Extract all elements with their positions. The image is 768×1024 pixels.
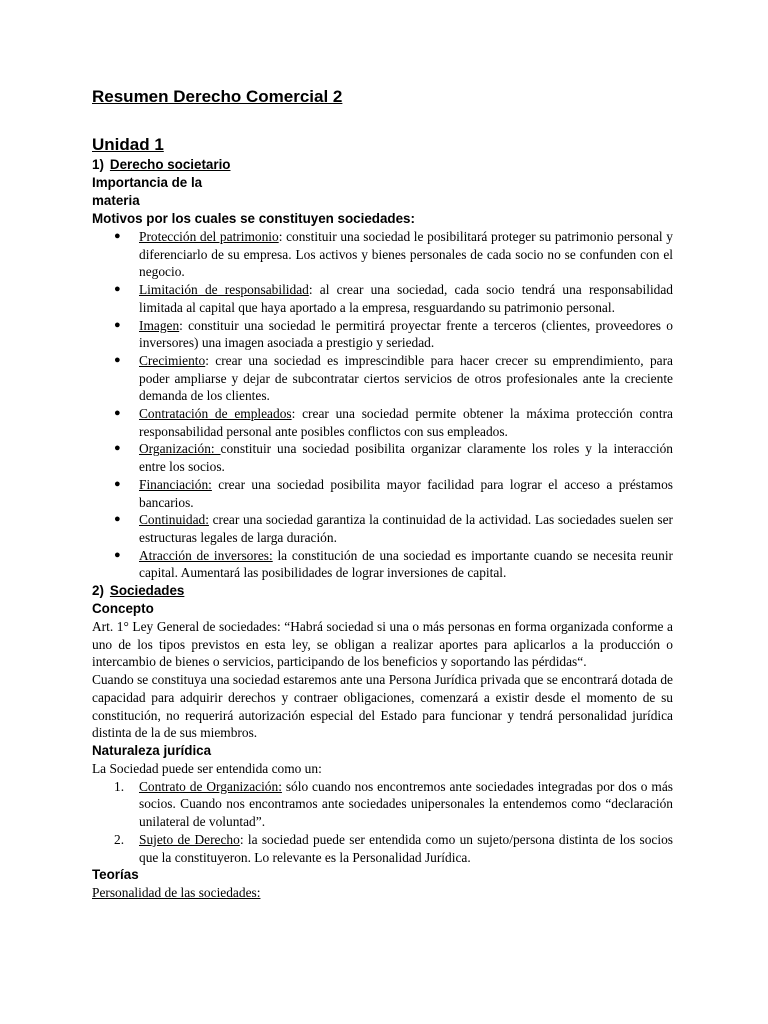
list-item-term: Imagen <box>139 317 180 333</box>
theories-heading: Teorías <box>92 867 139 883</box>
list-item-term: Continuidad: <box>139 512 209 528</box>
bullet-icon: ● <box>114 318 121 331</box>
list-item-text: : crear una sociedad permite obtener la máxima protección contra responsabilidad personal ante posibles conflictos con sus empleados. <box>139 406 673 439</box>
list-item-text: : constituir una sociedad le permitirá proyectar frente a terceros (clientes, proveedores o inversores) una imagen asociada a prestigio y seriedad. <box>139 317 673 351</box>
nature-heading: Naturaleza jurídica <box>92 742 212 758</box>
list-item <box>114 547 674 582</box>
list-item-term: Limitación de responsabilidad <box>139 282 309 298</box>
importance-heading: Importancia de la materia <box>92 175 203 208</box>
section2-number: 2) <box>92 583 104 599</box>
list-item-term: Protección del patrimonio <box>139 229 279 244</box>
list-item-text: la constitución de una sociedad es importante cuando se necesita reunir capital. Aumentará las posibilidades de lograr inversiones de capital. <box>139 547 674 581</box>
section2-title: Sociedades <box>109 583 185 599</box>
list-item-text: crear una sociedad garantiza la continuidad de la actividad. Las sociedades suelen ser estructuras legales de larga duración. <box>139 512 673 545</box>
list-item-term: Crecimiento <box>139 352 206 368</box>
list-item <box>114 440 674 475</box>
section2-heading <box>92 582 673 600</box>
list-item-text: : al crear una sociedad, cada socio tendrá una responsabilidad limitada al capital que haya aportado a la empresa, resguardando su patrimonio personal. <box>139 282 673 315</box>
nature-intro: La Sociedad puede ser entendida como un: <box>92 760 322 776</box>
list-item <box>114 228 673 281</box>
list-item <box>114 778 673 831</box>
list-item-term: Financiación: <box>139 476 212 492</box>
list-item-term: Contrato de Organización: <box>139 778 282 794</box>
bullet-icon: ● <box>114 477 121 490</box>
unit-heading: Unidad 1 <box>92 135 164 154</box>
list-item-text: sólo cuando nos encontremos ante sociedades integradas por dos o más socios. Cuando nos encontramos ante sociedades unipersonales la entendemos como “declaración unilateral de voluntad”. <box>139 778 673 830</box>
theories-subheading: Personalidad de las sociedades: <box>92 885 261 901</box>
concept-paragraph-2: Cuando se constituya una sociedad estaremos ante una Persona Jurídica privada que se encontrará dotada de capacidad para adquirir derechos y contraer obligaciones, comenzará a existir desde el momento de su constitución, no requerirá autorización especial del Estado para funcionar y tendrá personalidad jurídica distinta de la de sus miembros. <box>92 672 673 741</box>
bullet-icon: ● <box>114 548 121 561</box>
list-item-text: : crear una sociedad es imprescindible para hacer crecer su emprendimiento, para poder ampliarse y dejar de subcontratar ciertos servicios de otros profesionales ante la creciente demanda de los clientes. <box>139 352 673 404</box>
bullet-icon: ● <box>114 230 121 242</box>
list-item-text: constituir una sociedad posibilita organizar claramente los roles y la interacción entre los socios. <box>139 441 674 475</box>
section1-heading <box>92 156 673 174</box>
bullet-icon: ● <box>114 353 121 366</box>
document-content <box>92 86 673 902</box>
section1-number: 1) <box>92 157 104 172</box>
motives-list <box>92 228 673 582</box>
concept-heading: Concepto <box>92 601 154 617</box>
list-item-text: : la sociedad puede ser entendida como un sujeto/persona distinta de los socios que la constituyeron. Lo relevante es la Personalidad Jurídica. <box>139 831 673 865</box>
list-item-term: Organización: <box>139 441 221 457</box>
list-item <box>114 352 673 405</box>
section1-title: Derecho societario <box>109 157 231 172</box>
motives-heading: Motivos por los cuales se constituyen sociedades: <box>92 211 415 226</box>
concept-paragraph-1: Art. 1° Ley General de sociedades: “Habrá sociedad si una o más personas en forma organizada conforme a uno de los tipos previstos en esta ley, se obligan a realizar aportes para aplicarlos a la producción o intercambio de bienes o servicios, participando de los beneficios y soportando las pérdidas“. <box>92 619 673 670</box>
bullet-icon: ● <box>114 442 121 455</box>
list-item-term: Sujeto de Derecho <box>139 831 240 847</box>
document-title: Resumen Derecho Comercial 2 <box>92 87 343 106</box>
bullet-icon: ● <box>114 283 121 296</box>
list-item <box>114 317 673 352</box>
list-item-text: crear una sociedad posibilita mayor facilidad para lograr el acceso a préstamos bancarios. <box>139 476 673 510</box>
bullet-icon: ● <box>114 513 121 526</box>
list-item-number: 2. <box>114 831 125 847</box>
list-item <box>114 281 673 316</box>
list-item-term: Contratación de empleados <box>139 406 292 422</box>
bullet-icon: ● <box>114 407 121 420</box>
nature-list <box>92 778 673 867</box>
list-item <box>114 405 673 440</box>
list-item <box>114 476 673 511</box>
list-item-number: 1. <box>114 778 125 794</box>
list-item-text: : constituir una sociedad le posibilitará proteger su patrimonio personal y diferenciarlo de su empresa. Los activos y bienes personales de cada socio no se confunden con el negocio. <box>139 229 673 280</box>
list-item <box>114 831 673 866</box>
list-item-term: Atracción de inversores: <box>139 547 273 563</box>
list-item <box>114 511 673 546</box>
